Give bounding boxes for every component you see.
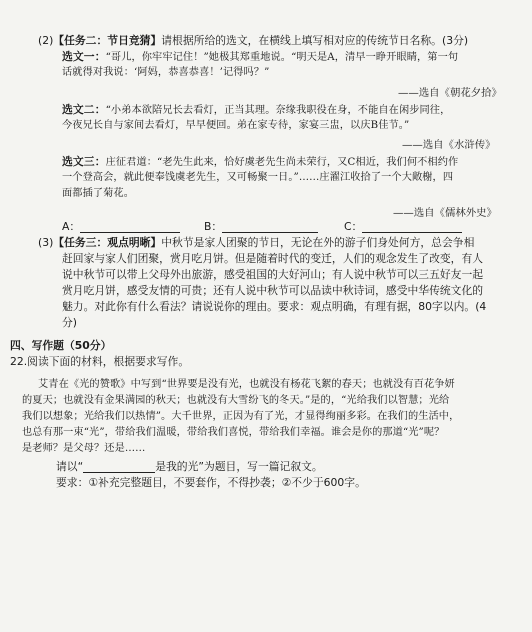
excerpt-a-source: ——选自《朝花夕拾》 [398, 87, 502, 99]
answer-c-label: C： [344, 220, 363, 233]
q3-line1 [38, 236, 474, 249]
q3-text1: 中秋节是家人团聚的节日，无论在外的游子们身处何方，总会争相 [161, 236, 475, 249]
answer-b [204, 220, 318, 233]
answer-c-blank[interactable] [362, 222, 462, 233]
answer-b-blank[interactable] [222, 222, 318, 233]
answer-c [344, 220, 462, 233]
q3-task-title: 【任务三：观点明晰】 [53, 236, 162, 249]
q22-instruction-text: 阅读下面的材料，根据要求写作。 [27, 355, 190, 368]
q3-line2: 赶回家与家人们团聚，赏月吃月饼。但是随着时代的变迁，人们的观念发生了改变，有人 [62, 252, 484, 265]
q2-task-title: 【任务二：节日竞猜】 [53, 34, 162, 47]
excerpt-b-line1 [62, 103, 450, 117]
answer-a-label: A： [62, 220, 81, 233]
excerpt-c-line3: 面都插了菊花。 [62, 188, 135, 199]
excerpt-a-label: 选文一： [62, 50, 106, 63]
excerpt-c-line1 [62, 155, 458, 169]
q22-instruction [10, 355, 189, 368]
q3-line6: 分) [62, 316, 78, 329]
q2-header [38, 34, 468, 47]
material-line5: 是老师？是父母？还是…… [22, 443, 146, 454]
q3-line3: 说中秋节可以带上父母外出旅游，感受祖国的大好河山；有人说中秋节可以三五好友一起 [62, 268, 484, 281]
excerpt-c-text1: 庄征君道：“老先生此来，恰好虞老先生尚未荣行，又C相近，我们何不相约作 [105, 157, 459, 168]
excerpt-a-text1: “哥儿，你牢牢记住！”她极其郑重地说。“明天是A，清早一睁开眼睛，第一句 [105, 52, 459, 63]
excerpt-c-source: ——选自《儒林外史》 [393, 207, 497, 219]
q3-line5: 魅力。对此你有什么看法？请说说你的理由。要求：观点明确，有理有据，80字以内。(4 [62, 300, 487, 313]
excerpt-b-text1: “小弟本欲陪兄长去看灯，正当其理。奈缘我职役在身，不能自在闲步同往， [105, 105, 451, 116]
excerpt-a-line2: 话就得对我说：‘阿妈，恭喜恭喜！’记得吗？” [62, 67, 270, 78]
excerpt-c-label: 选文三： [62, 155, 106, 168]
title-suffix: 是我的光”为题目，写一篇记叙文。 [155, 460, 323, 473]
q2-number: (2) [38, 34, 54, 47]
title-blank[interactable] [83, 462, 155, 473]
excerpt-b-source: ——选自《水浒传》 [402, 139, 496, 151]
essay-requirements: 要求：①补充完整题目，不要套作，不得抄袭；②不少于600字。 [56, 476, 366, 489]
q3-line4: 赏月吃月饼，感受友情的可贵；还有人说中秋节可以品读中秋诗词，感受中华传统文化的 [62, 284, 484, 297]
excerpt-c-line2: 一个登高会，就此便奉饯虞老先生，又可畅聚一日。”……庄濯江收拾了一个大敞榭，四 [62, 172, 454, 183]
answer-a [62, 220, 180, 233]
title-prefix: 请以“ [56, 460, 84, 473]
excerpt-b-label: 选文二： [62, 103, 106, 116]
answer-b-label: B： [204, 220, 223, 233]
answer-a-blank[interactable] [80, 222, 180, 233]
excerpt-a-line1 [62, 50, 458, 64]
material-line4: 也总有那一束“光”，带给我们温暖，带给我们喜悦，带给我们幸福。谁会是你的那道“光”呢？ [22, 427, 445, 438]
material-line3: 我们以想象；光给我们以热情”。大千世界，正因为有了光，才显得绚丽多彩。在我们的生活中， [22, 411, 460, 422]
q3-number: (3) [38, 236, 54, 249]
material-line1: 艾青在《光的赞歌》中写到“世界要是没有光，也就没有杨花飞絮的春天；也就没有百花争妍 [38, 379, 455, 390]
q2-prompt: 请根据所给的选文，在横线上填写相对应的传统节日名称。(3分) [161, 34, 469, 47]
section-title: 四、写作题（50分） [10, 339, 112, 352]
q22-number: 22. [10, 355, 28, 368]
excerpt-b-line2: 今夜兄长自与家间去看灯，早早便回。弟在家专待，家宴三盅，以庆B佳节。” [62, 120, 410, 131]
essay-title-prompt [56, 460, 323, 473]
material-line2: 的夏天；也就没有金果满园的秋天；也就没有大雪纷飞的冬天。”是的，“光给我们以智慧；光给 [22, 395, 450, 406]
